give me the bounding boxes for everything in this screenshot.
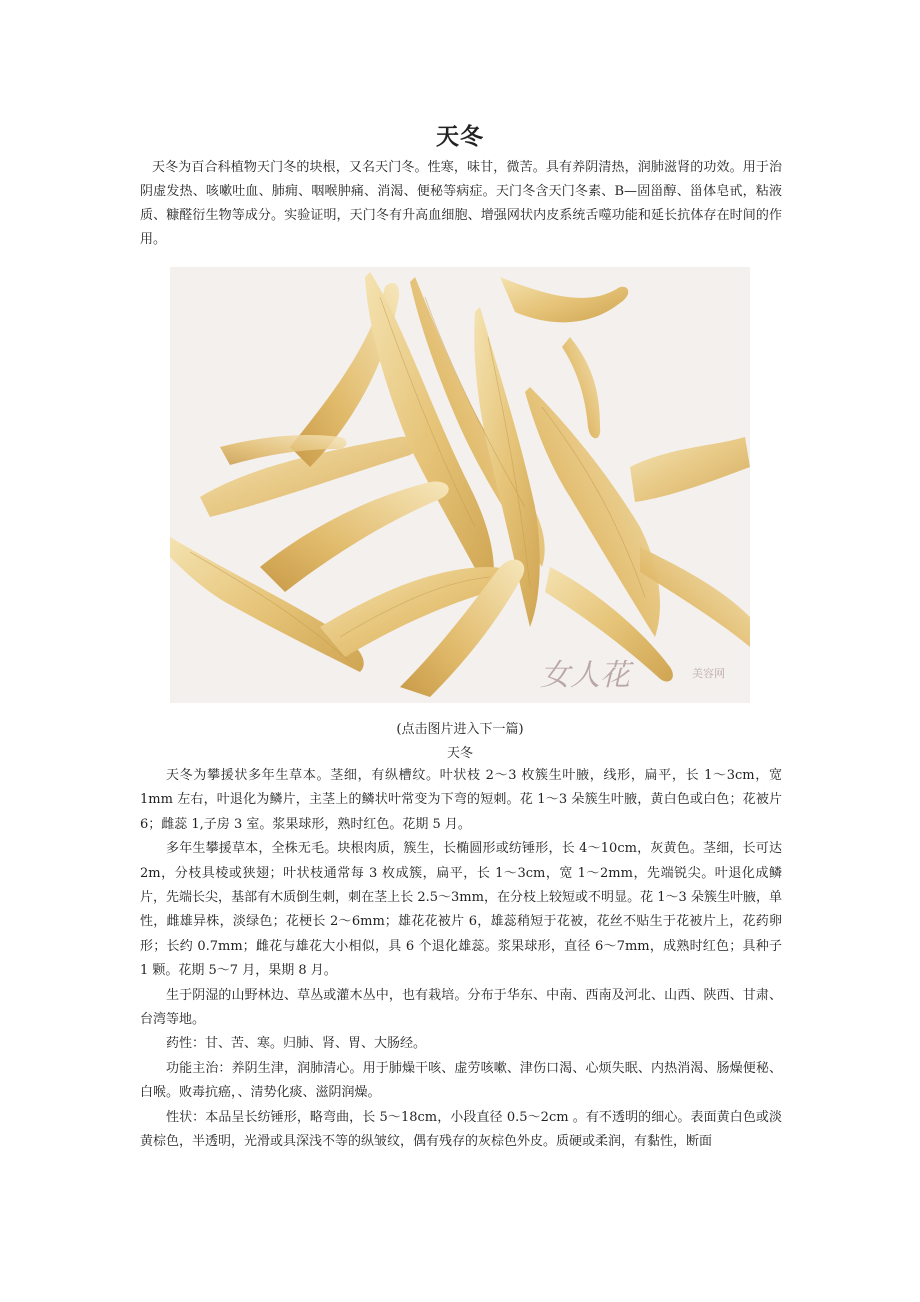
article-body [140,764,782,1155]
image-caption: 天冬 [446,746,473,761]
page-title: 天冬 [436,124,484,150]
watermark-cn: 女人花 [540,658,630,693]
watermark-site: 美容网 [692,667,725,680]
paragraph-functions: 功能主治：养阴生津，润肺清心。用于肺燥干咳、虚劳咳嗽、津伤口渴、心烦失眠、内热消渴、肠燥便秘、白喉。败毒抗癌，、清势化痰、滋阴润燥。 [140,1060,782,1101]
paragraph-properties: 药性：甘、苦、寒。归肺、肾、胃、大肠经。 [166,1036,427,1052]
paragraph-appearance: 性状：本品呈长纺锤形，略弯曲，长 5～18cm，小段直径 0.5～2cm 。有不透明的细心。表面黄白色或淡黄棕色，半透明，光滑或具深浅不等的纵皱纹，偶有残存的灰棕色外皮。质硬或柔润，有黏性，断面 [140,1109,782,1150]
paragraph-description: 多年生攀援草本，全株无毛。块根肉质，簇生，长椭圆形或纺锤形，长 4～10cm，灰黄色。茎细，长可达 2m，分枝具棱或狭翅；叶状枝通常每 3 枚成簇，扁平，长 1～3cm，宽 1～2mm，先端锐尖。叶退化成鳞片，先端长尖，基部有木质倒生刺，刺在茎上长 2.5～3mm，在分枝上较短或不明显。花 1～3 朵簇生叶腋，单性，雌雄异株，淡绿色；花梗长 2～6mm；雄花花被片 6，雄蕊稍短于花被，花丝不贴生于花被片上，花药卵形；长约 0.7mm；雌花与雄花大小相似，具 6 个退化雄蕊。浆果球形，直径 6～7mm，成熟时红色；具种子 1 颗。花期 5～7 月，果期 8 月。 [140,841,782,979]
paragraph-morphology: 天冬为攀援状多年生草本。茎细，有纵槽纹。叶状枝 2～3 枚簇生叶腋，线形，扁平，长 1～3cm，宽 1mm 左右，叶退化为鳞片，主茎上的鳞状叶常变为下弯的短刺。花 1～3 朵簇生叶腋，黄白色或白色；花被片 6；雌蕊 1,子房 3 室。浆果球形，熟时红色。花期 5 月。 [140,768,782,832]
dried-root-illustration [170,267,750,703]
next-article-link[interactable]: (点击图片进入下一篇) [396,722,524,737]
paragraph-habitat: 生于阴湿的山野林边、草丛或灌木丛中，也有栽培。分布于华东、中南、西南及河北、山西、陕西、甘肃、台湾等地。 [140,987,782,1028]
tiandong-photo[interactable] [170,267,750,703]
intro-paragraph: 天冬为百合科植物天门冬的块根，又名天门冬。性寒，味甘，微苦。具有养阴清热，润肺滋肾的功效。用于治阴虚发热、咳嗽吐血、肺痈、咽喉肿痛、消渴、便秘等病症。天门冬含天门冬素、B—固甾醇、甾体皂甙，粘液质、糠醛衍生物等成分。实验证明，天门冬有升高血细胞、增强网状内皮系统舌噬功能和延长抗体存在时间的作用。 [140,160,782,247]
